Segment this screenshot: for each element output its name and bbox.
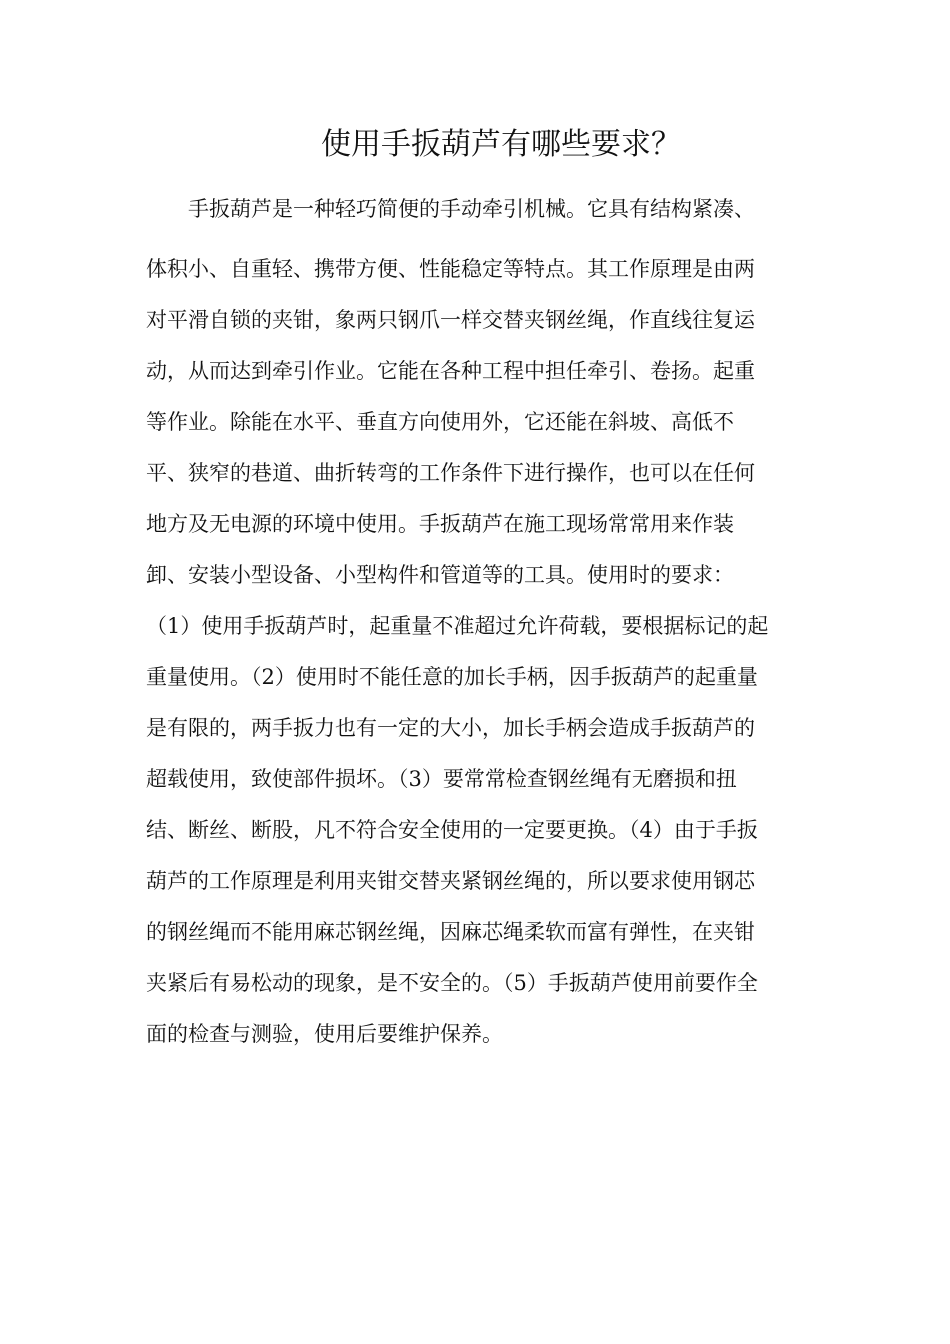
body-line-1: 手扳葫芦是一种轻巧简便的手动牵引机械。它具有结构紧凑、 [146, 197, 755, 221]
body-line-17: 面的检查与测验，使用后要维护保养。 [146, 1022, 503, 1046]
body-line-5: 等作业。除能在水平、垂直方向使用外，它还能在斜坡、高低不 [146, 410, 734, 434]
body-line-10: 重量使用。（2）使用时不能任意的加长手柄，因手扳葫芦的起重量 [146, 665, 758, 689]
body-line-9: （1）使用手扳葫芦时，起重量不准超过允许荷载，要根据标记的起 [146, 614, 769, 638]
body-line-11: 是有限的，两手扳力也有一定的大小，加长手柄会造成手扳葫芦的 [146, 716, 755, 740]
page-title: 使用手扳葫芦有哪些要求？ [321, 127, 681, 162]
body-line-3: 对平滑自锁的夹钳，象两只钢爪一样交替夹钢丝绳，作直线往复运 [146, 308, 755, 332]
body-line-14: 葫芦的工作原理是利用夹钳交替夹紧钢丝绳的，所以要求使用钢芯 [146, 869, 755, 893]
body-line-6: 平、狭窄的巷道、曲折转弯的工作条件下进行操作，也可以在任何 [146, 461, 755, 485]
body-line-12: 超载使用，致使部件损坏。（3）要常常检查钢丝绳有无磨损和扭 [146, 767, 737, 791]
body-line-13: 结、断丝、断股，凡不符合安全使用的一定要更换。（4）由于手扳 [146, 818, 758, 842]
body-line-4: 动，从而达到牵引作业。它能在各种工程中担任牵引、卷扬。起重 [146, 359, 755, 383]
body-line-7: 地方及无电源的环境中使用。手扳葫芦在施工现场常常用来作装 [146, 512, 734, 536]
body-line-15: 的钢丝绳而不能用麻芯钢丝绳，因麻芯绳柔软而富有弹性，在夹钳 [146, 920, 755, 944]
body-line-8: 卸、安装小型设备、小型构件和管道等的工具。使用时的要求： [146, 563, 734, 587]
body-line-2: 体积小、自重轻、携带方便、性能稳定等特点。其工作原理是由两 [146, 257, 755, 281]
body-line-16: 夹紧后有易松动的现象，是不安全的。（5）手扳葫芦使用前要作全 [146, 971, 758, 995]
